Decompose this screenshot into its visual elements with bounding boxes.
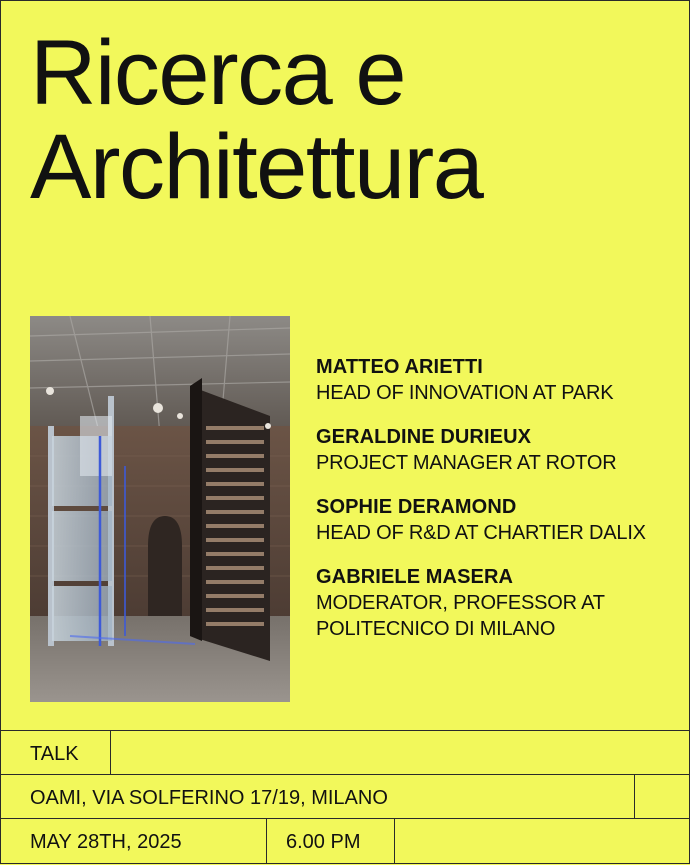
speaker-role: PROJECT MANAGER AT ROTOR	[316, 452, 617, 474]
speaker-role-line-1: MODERATOR, PROFESSOR AT	[316, 592, 605, 614]
event-venue: OAMI, VIA SOLFERINO 17/19, MILANO	[30, 787, 388, 809]
event-type-row	[0, 730, 690, 775]
grid-divider	[110, 731, 111, 775]
grid-divider	[394, 819, 395, 863]
event-date: MAY 28TH, 2025	[30, 831, 182, 853]
speaker-role: HEAD OF INNOVATION AT PARK	[316, 382, 614, 404]
poster-title	[30, 22, 670, 218]
event-info-grid	[0, 730, 690, 864]
event-time: 6.00 PM	[286, 831, 361, 853]
speaker-item	[316, 564, 686, 642]
speaker-name: SOPHIE DERAMOND	[316, 496, 517, 518]
event-venue-row	[0, 774, 690, 819]
speaker-role-line-2: POLITECNICO DI MILANO	[316, 618, 556, 640]
grid-divider	[634, 775, 635, 819]
speaker-item	[316, 494, 686, 546]
speaker-list	[316, 354, 686, 660]
event-type: TALK	[30, 743, 79, 765]
speaker-name: GABRIELE MASERA	[316, 566, 514, 588]
title-line-2: Architettura	[30, 116, 483, 218]
speaker-name: MATTEO ARIETTI	[316, 356, 483, 378]
speaker-name: GERALDINE DURIEUX	[316, 426, 532, 448]
title-line-1: Ricerca e	[30, 22, 406, 124]
speaker-item	[316, 424, 686, 476]
speaker-item	[316, 354, 686, 406]
event-datetime-row	[0, 818, 690, 863]
exhibition-photo	[30, 316, 290, 702]
speaker-role: HEAD OF R&D AT CHARTIER DALIX	[316, 522, 646, 544]
